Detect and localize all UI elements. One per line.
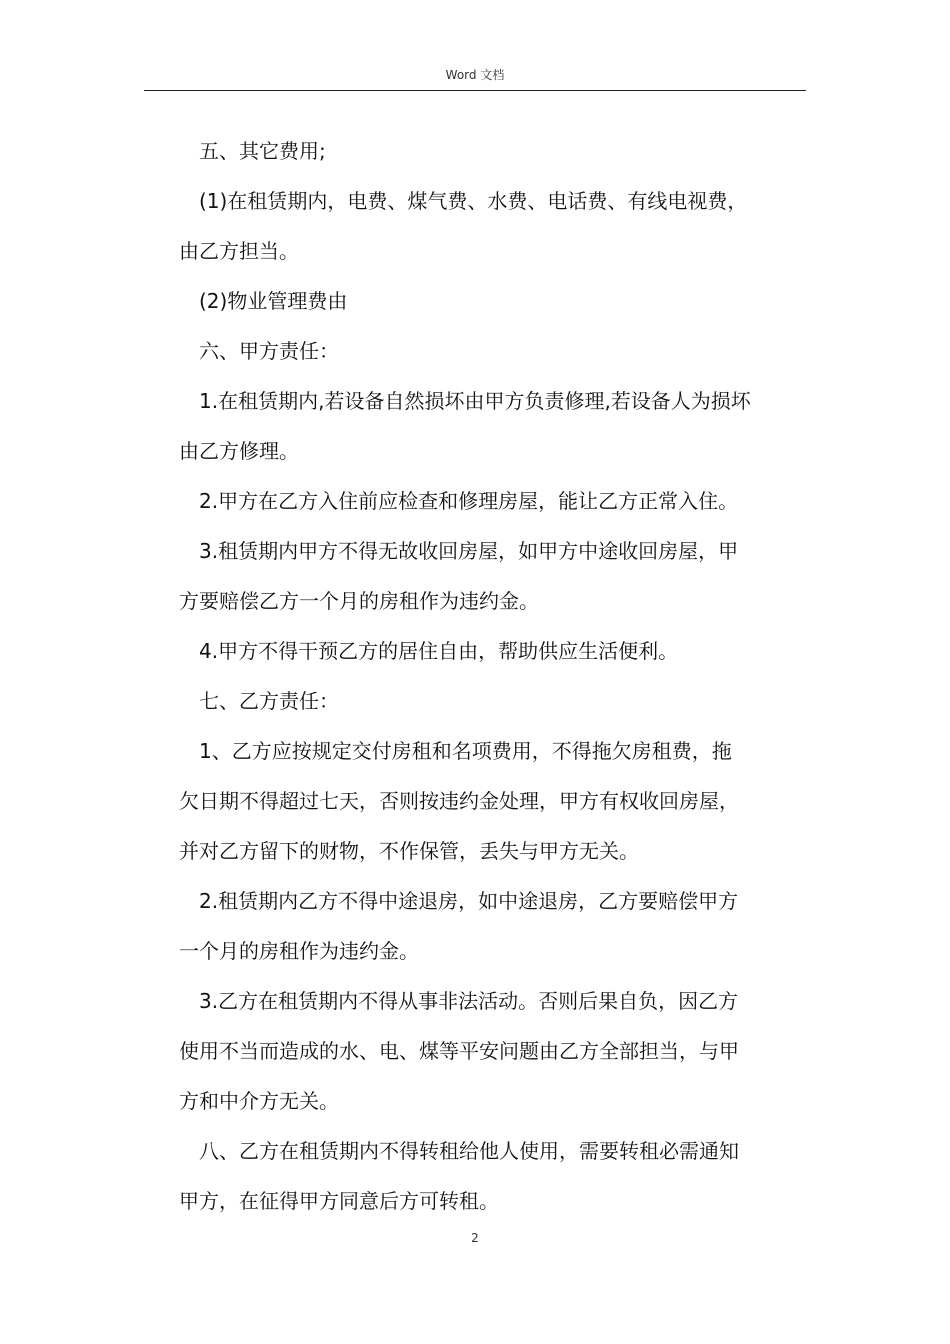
text-line: 七、乙方责任： <box>199 689 339 713</box>
text-line: (1)在租赁期内，电费、煤气费、水费、电话费、有线电视费， <box>199 189 748 213</box>
text-line: 1、乙方应按规定交付房租和名项费用，不得拖欠房租费，拖 <box>199 739 732 763</box>
text-line: 2.租赁期内乙方不得中途退房，如中途退房，乙方要赔偿甲方 <box>199 889 739 913</box>
page-header <box>144 64 806 91</box>
text-line: 方和中介方无关。 <box>179 1089 339 1113</box>
text-line: 一个月的房租作为违约金。 <box>179 939 419 963</box>
text-line: 使用不当而造成的水、电、煤等平安问题由乙方全部担当，与甲 <box>179 1039 739 1063</box>
text-line: 由乙方修理。 <box>179 439 299 463</box>
text-line: 4.甲方不得干预乙方的居住自由，帮助供应生活便利。 <box>199 639 679 663</box>
header-title: Word 文档 <box>445 68 505 82</box>
document-body <box>179 126 804 1226</box>
text-line: 3.乙方在租赁期内不得从事非法活动。否则后果自负，因乙方 <box>199 989 739 1013</box>
text-line: 并对乙方留下的财物，不作保管，丢失与甲方无关。 <box>179 839 639 863</box>
text-line: 2.甲方在乙方入住前应检查和修理房屋，能让乙方正常入住。 <box>199 489 739 513</box>
text-line: (2)物业管理费由 <box>199 289 348 313</box>
text-line: 1.在租赁期内,若设备自然损坏由甲方负责修理,若设备人为损坏 <box>199 389 751 413</box>
text-line: 3.租赁期内甲方不得无故收回房屋，如甲方中途收回房屋，甲 <box>199 539 739 563</box>
text-line: 由乙方担当。 <box>179 239 299 263</box>
text-line: 六、甲方责任： <box>199 339 339 363</box>
text-line: 五、其它费用; <box>199 139 326 163</box>
text-line: 方要赔偿乙方一个月的房租作为违约金。 <box>179 589 539 613</box>
text-line: 甲方，在征得甲方同意后方可转租。 <box>179 1189 499 1213</box>
page-number: 2 <box>471 1231 479 1245</box>
text-line: 欠日期不得超过七天，否则按违约金处理，甲方有权收回房屋， <box>179 789 739 813</box>
page-footer <box>0 1229 950 1247</box>
text-line: 八、乙方在租赁期内不得转租给他人使用，需要转租必需通知 <box>199 1139 739 1163</box>
